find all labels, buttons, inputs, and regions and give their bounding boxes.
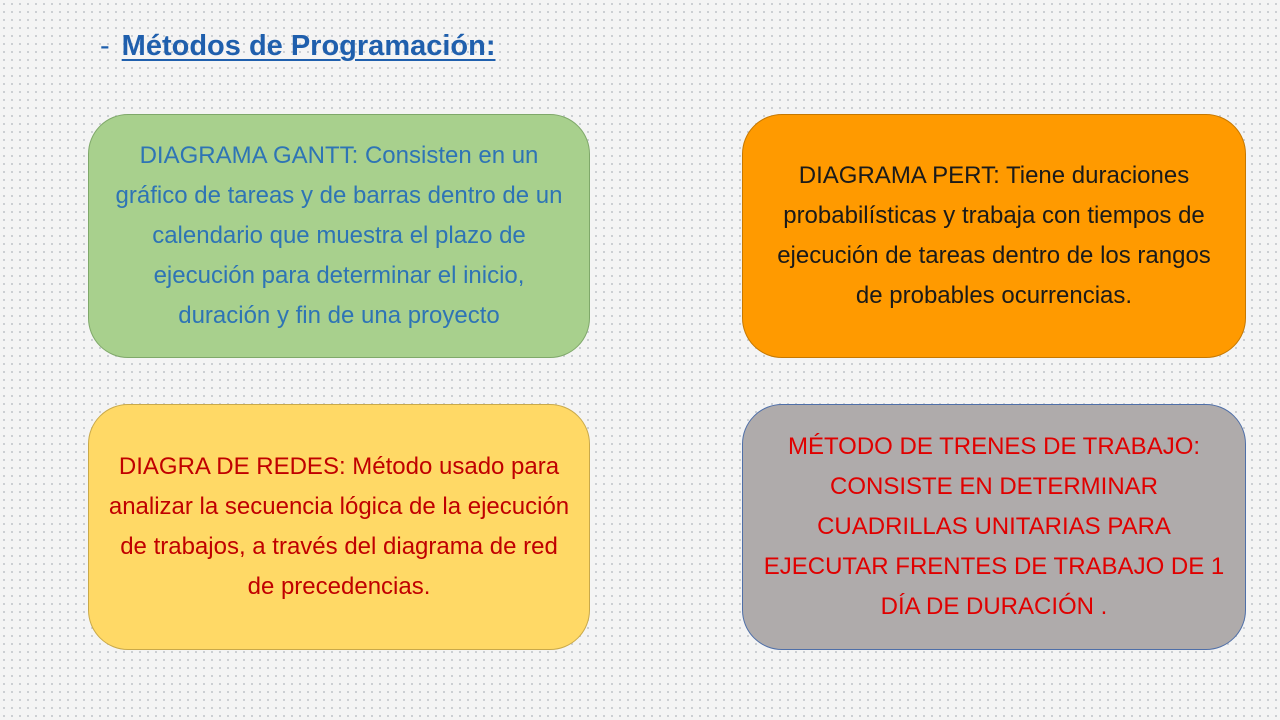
gantt-text: DIAGRAMA GANTT: Consisten en un gráfico de tareas y de barras dentro de un calendario que muestra el plazo de ejecución para determinar el inicio, duración y fin de una proyecto <box>115 142 563 329</box>
redes-box <box>88 404 590 650</box>
pert-box <box>742 114 1246 358</box>
title-dash: - <box>100 30 110 62</box>
gantt-box <box>88 114 590 358</box>
trenes-text: MÉTODO DE TRENES DE TRABAJO: CONSISTE EN DETERMINAR CUADRILLAS UNITARIAS PARA EJECUTAR FRENTES DE TRABAJO DE 1 DÍA DE DURACIÓN . <box>763 433 1225 620</box>
title-text: Métodos de Programación: <box>121 30 496 62</box>
slide-title <box>100 30 496 63</box>
trenes-box <box>742 404 1246 650</box>
redes-text: DIAGRA DE REDES: Método usado para analizar la secuencia lógica de la ejecución de trabajos, a través del diagrama de red de precedencias. <box>108 453 570 600</box>
pert-text: DIAGRAMA PERT: Tiene duraciones probabilísticas y trabaja con tiempos de ejecución de tareas dentro de los rangos de probables ocurrencias. <box>777 162 1211 309</box>
